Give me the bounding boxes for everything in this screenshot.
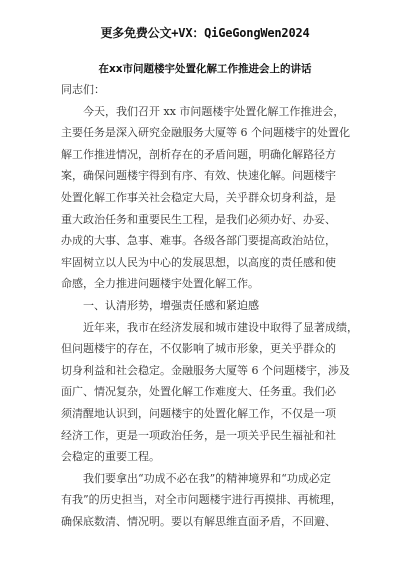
paragraph-line: 案，确保问题楼宇得到有序、有效、快速化解。问题楼宇 bbox=[61, 169, 336, 183]
promo-header: 更多免费公文+VX：QiGeGongWen2024 bbox=[100, 26, 310, 40]
paragraph-line: 重大政治任务和重要民生工程，是我们必须办好、办妥、 bbox=[61, 212, 336, 226]
paragraph-line: 主要任务是深入研究金融服务大厦等 6 个问题楼宇的处置化 bbox=[61, 126, 350, 140]
paragraph-line: 有我”的历史担当，对全市问题楼宇进行再摸排、再梳理， bbox=[61, 493, 342, 507]
paragraph-line: 牢固树立以人民为中心的发展思想，以高度的责任感和使 bbox=[61, 255, 336, 269]
paragraph-line: 命感，全力推进问题楼宇处置化解工作。 bbox=[61, 277, 259, 291]
paragraph-line: 解工作推进情况，剖析存在的矛盾问题，明确化解路径方 bbox=[61, 147, 336, 161]
paragraph-line: 处置化解工作事关社会稳定大局，关乎群众切身利益，是 bbox=[61, 190, 336, 204]
paragraph-line: 经济工作，更是一项政治任务，是一项关乎民生福祉和社 bbox=[61, 428, 336, 442]
paragraph-line: 会稳定的重要工程。 bbox=[61, 450, 160, 464]
document-body bbox=[61, 79, 361, 532]
paragraph-line: 面广、情况复杂，处置化解工作难度大、任务重。我们必 bbox=[61, 385, 336, 399]
salutation: 同志们： bbox=[61, 83, 105, 96]
paragraph-line: 须清醒地认识到，问题楼宇的处置化解工作，不仅是一项 bbox=[61, 406, 336, 420]
paragraph-line: 我们要拿出“功成不必在我”的精神境界和“功成必定 bbox=[83, 471, 331, 485]
paragraph-line: 今天，我们召开 xx 市问题楼宇处置化解工作推进会， bbox=[83, 104, 345, 118]
document-title: 在xx市问题楼宇处置化解工作推进会上的讲话 bbox=[98, 63, 312, 75]
paragraph-line: 近年来，我市在经济发展和城市建设中取得了显著成绩， bbox=[83, 320, 358, 334]
paragraph-line: 确保底数清、情况明。要以有解思维直面矛盾，不回避、 bbox=[61, 514, 336, 528]
section-heading: 一、认清形势，增强责任感和紧迫感 bbox=[83, 298, 259, 312]
paragraph-line: 切身利益和社会稳定。金融服务大厦等 6 个问题楼宇，涉及 bbox=[61, 363, 350, 377]
paragraph-line: 办成的大事、急事、难事。各级各部门要提高政治站位， bbox=[61, 234, 336, 248]
paragraph-line: 但问题楼宇的存在，不仅影响了城市形象，更关乎群众的 bbox=[61, 342, 336, 356]
